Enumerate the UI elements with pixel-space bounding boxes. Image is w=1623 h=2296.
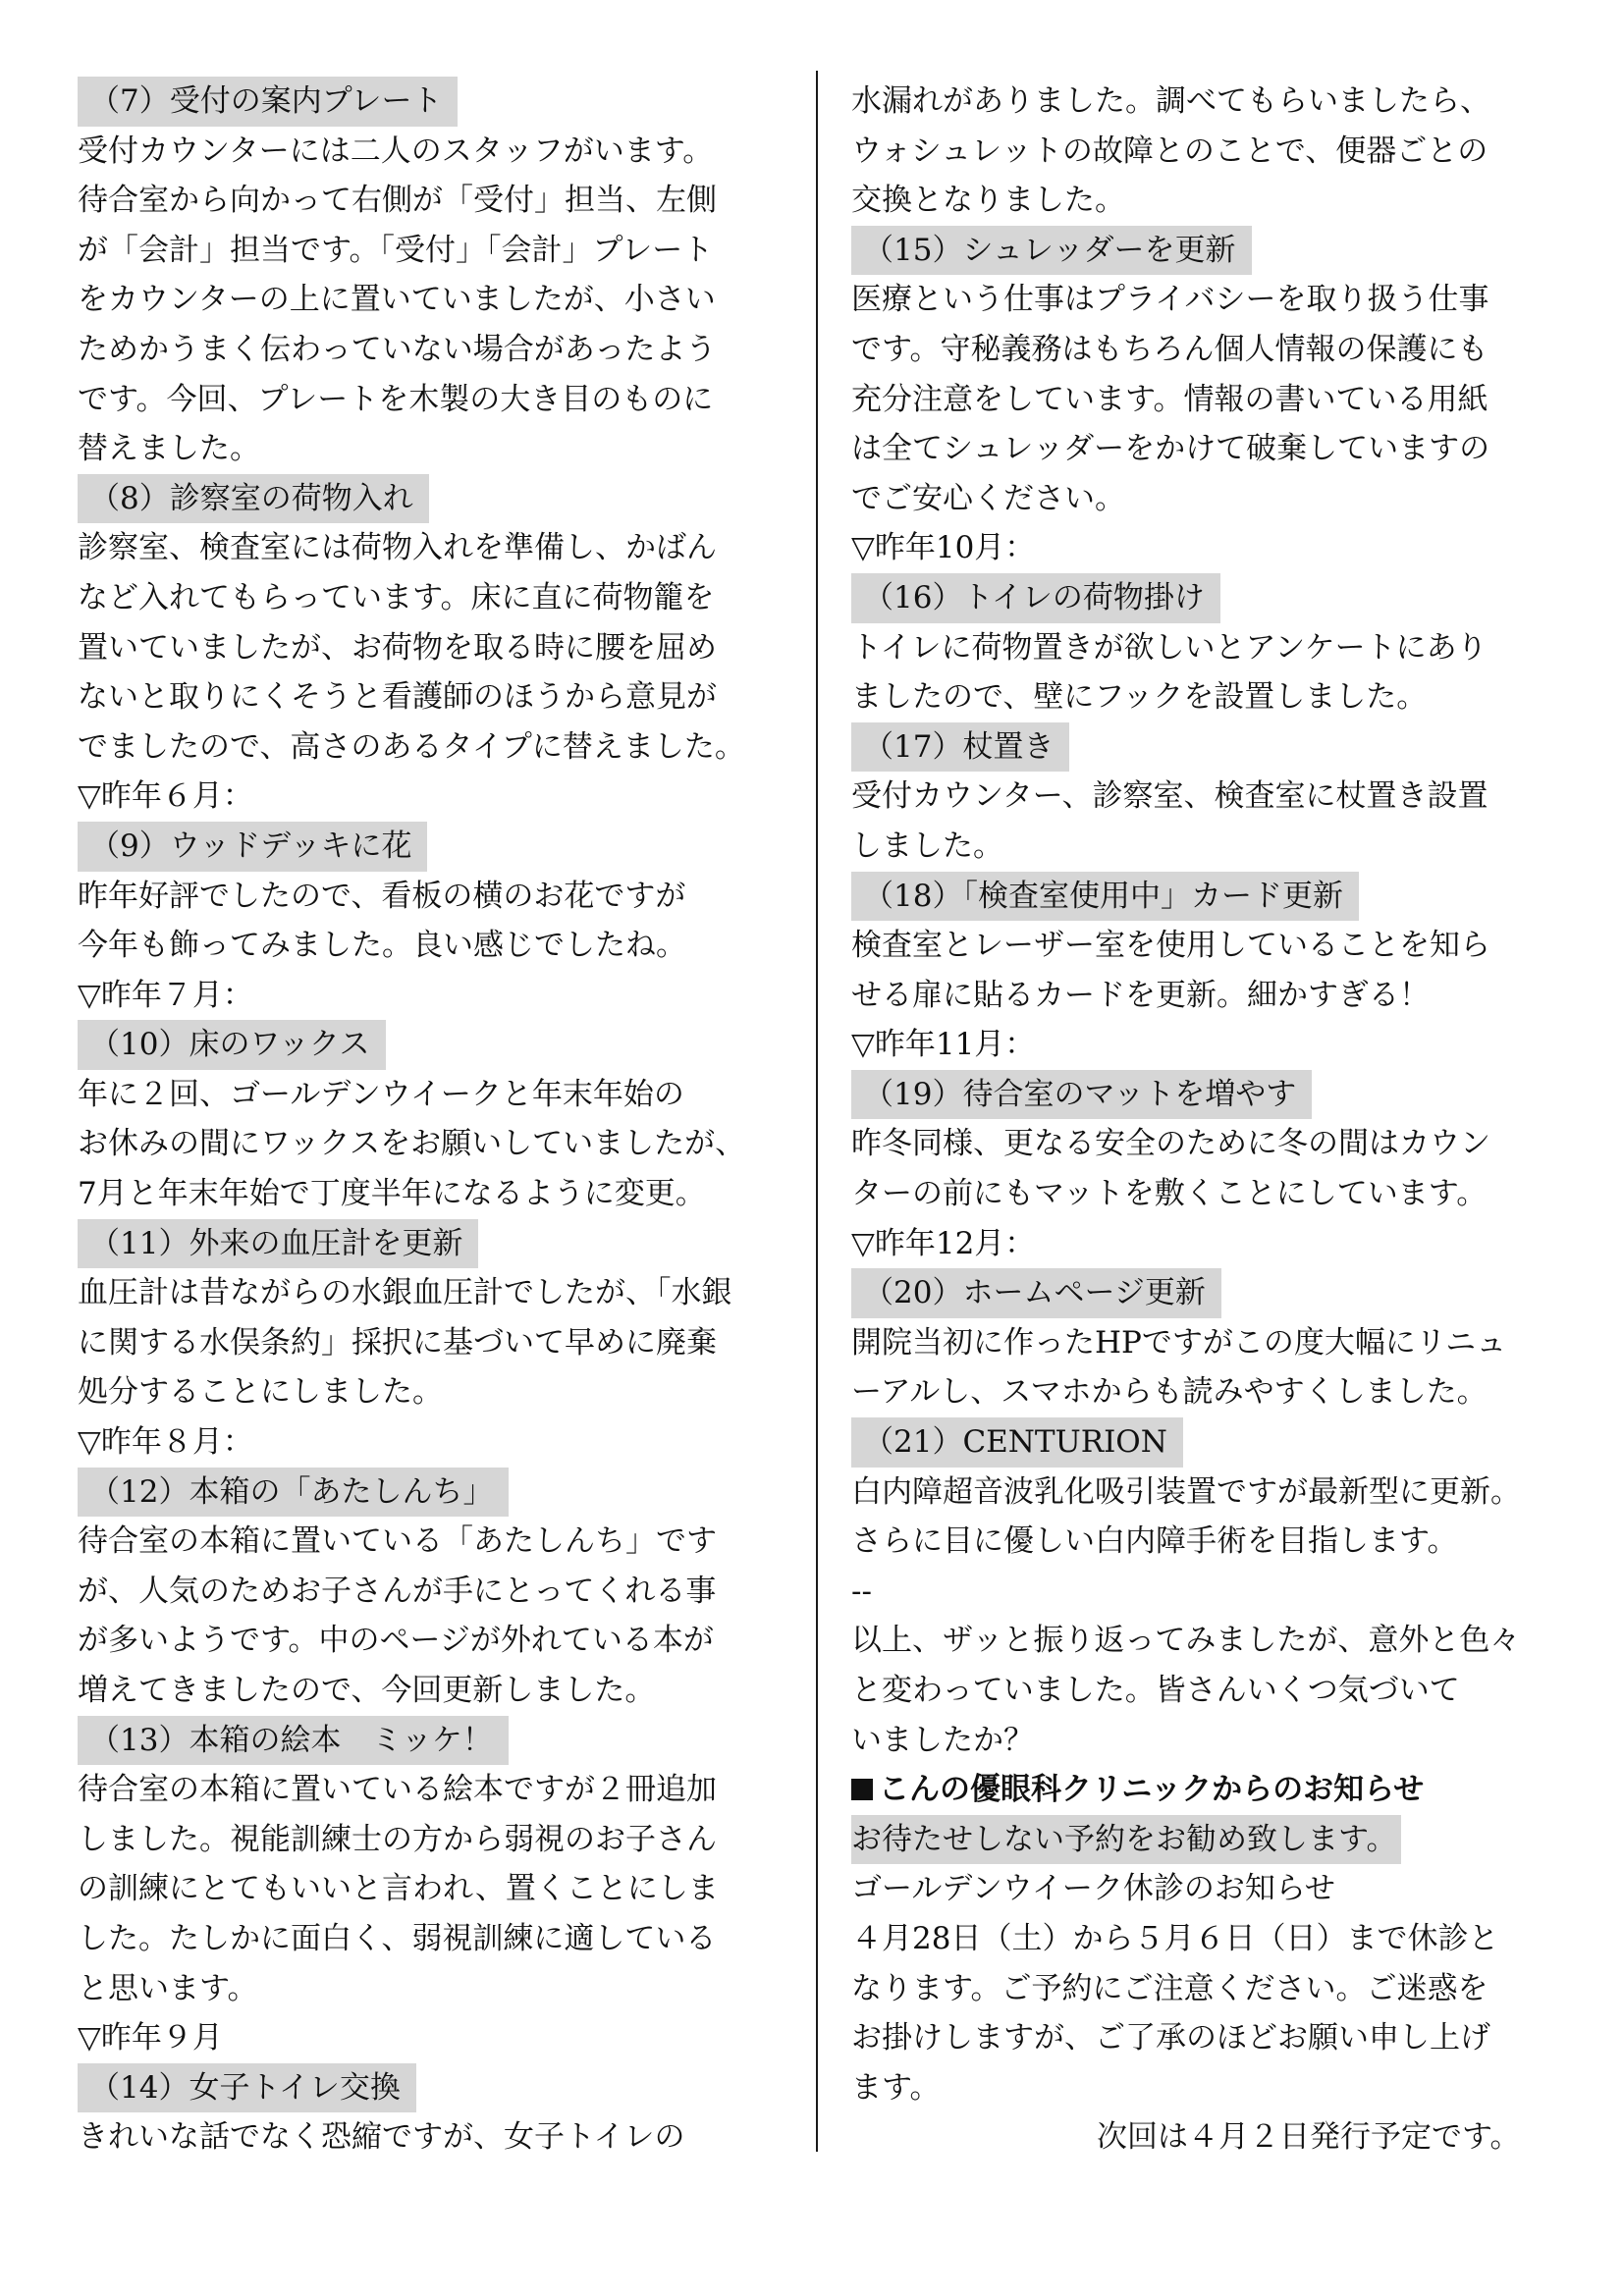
body-text-line: 待合室の本箱に置いている「あたしんち」です bbox=[78, 1523, 717, 1560]
body-text-line: の訓練にとてもいいと言われ、置くことにしま bbox=[78, 1871, 719, 1907]
body-text-line: は全てシュレッダーをかけて破棄していますの bbox=[851, 431, 1490, 467]
body-text-line: でましたので、高さのあるタイプに替えました。 bbox=[78, 728, 745, 765]
body-text-line: 待合室から向かって右側が「受付」担当、左側 bbox=[78, 183, 717, 219]
body-text-line: 交換となりました。 bbox=[851, 183, 1125, 219]
section-heading bbox=[78, 1219, 799, 1269]
section-heading bbox=[78, 1716, 799, 1766]
body-text-line: お休みの間にワックスをお願いしていましたが、 bbox=[78, 1126, 746, 1162]
body-text-line: ▽昨年９月 bbox=[78, 2020, 223, 2056]
section-heading bbox=[851, 1070, 1583, 1120]
section-heading-text: （8）診察室の荷物入れ bbox=[78, 474, 429, 524]
body-text-line: ▽昨年10月： bbox=[851, 530, 1036, 566]
body-text-line: 開院当初に作ったHPですがこの度大幅にリニュ bbox=[851, 1324, 1507, 1361]
notice-heading-text: こんの優眼科クリニックからのお知らせ bbox=[879, 1772, 1425, 1808]
body-text-line: 受付カウンターには二人のスタッフがいます。 bbox=[78, 133, 714, 169]
body-text-line: でご安心ください。 bbox=[851, 480, 1125, 516]
body-text-line: しました。視能訓練士の方から弱視のお子さん bbox=[78, 1821, 717, 1857]
section-heading bbox=[78, 822, 799, 872]
body-text-line: -- bbox=[851, 1573, 872, 1609]
body-text-line: ウォシュレットの故障とのことで、便器ごとの bbox=[851, 133, 1488, 169]
section-heading bbox=[78, 1020, 799, 1070]
body-text-line: さらに目に優しい白内障手術を目指します。 bbox=[851, 1523, 1458, 1560]
body-text-line: 以上、ザッと振り返ってみましたが、意外と色々 bbox=[851, 1623, 1521, 1659]
section-heading-text: （9）ウッドデッキに花 bbox=[78, 822, 427, 872]
section-heading-text: （11）外来の血圧計を更新 bbox=[78, 1219, 478, 1269]
body-text-line: ゴールデンウイーク休診のお知らせ bbox=[851, 1871, 1335, 1907]
body-text-line: ます。 bbox=[851, 2069, 941, 2106]
body-text-line: 白内障超音波乳化吸引装置ですが最新型に更新。 bbox=[851, 1473, 1521, 1510]
section-heading-text: （12）本箱の「あたしんち」 bbox=[78, 1468, 509, 1518]
section-heading-text: （15）シュレッダーを更新 bbox=[851, 226, 1252, 276]
body-text-line: 替えました。 bbox=[78, 431, 260, 467]
body-text-line: と思います。 bbox=[78, 1970, 258, 2006]
body-text-line: 水漏れがありました。調べてもらいましたら、 bbox=[851, 83, 1490, 119]
body-text-line: 診察室、検査室には荷物入れを準備し、かばん bbox=[78, 530, 717, 566]
body-text-line: せる扉に貼るカードを更新。細かすぎる！ bbox=[851, 977, 1430, 1013]
section-heading bbox=[851, 872, 1583, 922]
body-text-line: 昨年好評でしたので、看板の横のお花ですが bbox=[78, 878, 686, 914]
body-text-line: 医療という仕事はプライバシーを取り扱う仕事 bbox=[851, 282, 1489, 318]
body-text-line: ４月28日（土）から５月６日（日）まで休診と bbox=[851, 1920, 1499, 1956]
body-text-line: 7月と年末年始で丁度半年になるように変更。 bbox=[78, 1176, 706, 1212]
body-text-line: しました。 bbox=[851, 828, 1003, 864]
section-heading bbox=[851, 722, 1583, 773]
notice-heading bbox=[851, 1765, 1583, 1815]
body-text-line: ーアルし、スマホからも読みやすくしました。 bbox=[851, 1374, 1488, 1411]
section-heading-text: （10）床のワックス bbox=[78, 1020, 386, 1070]
body-text-line: ▽昨年７月： bbox=[78, 977, 253, 1013]
body-text-line: トイレに荷物置きが欲しいとアンケートにあり bbox=[851, 629, 1488, 666]
body-text-line: と変わっていました。皆さんいくつ気づいて bbox=[851, 1673, 1460, 1708]
body-text-line: ▽昨年12月： bbox=[851, 1225, 1036, 1261]
section-heading-text: （18）「検査室使用中」カード更新 bbox=[851, 872, 1359, 922]
body-text-line: 血圧計は昔ながらの水銀血圧計でしたが、「水銀 bbox=[78, 1275, 732, 1311]
body-text-line: ▽昨年６月： bbox=[78, 778, 253, 815]
section-heading bbox=[851, 1417, 1583, 1468]
body-text-line: をカウンターの上に置いていましたが、小さい bbox=[78, 282, 716, 318]
body-text-line: きれいな話でなく恐縮ですが、女子トイレの bbox=[78, 2119, 685, 2156]
body-text-line: ▽昨年８月： bbox=[78, 1424, 253, 1461]
section-heading bbox=[78, 2063, 799, 2113]
body-text-line: ましたので、壁にフックを設置しました。 bbox=[851, 679, 1428, 716]
body-text-line: お掛けしますが、ご了承のほどお願い申し上げ bbox=[851, 2020, 1490, 2056]
body-text-line: が多いようです。中のページが外れている本が bbox=[78, 1623, 714, 1659]
body-text-line: ないと取りにくそうと看護師のほうから意見が bbox=[78, 679, 717, 716]
column-divider bbox=[816, 71, 818, 2152]
body-text-line: ターの前にもマットを敷くことにしています。 bbox=[851, 1176, 1488, 1212]
section-heading bbox=[78, 77, 799, 127]
section-heading-text: （20）ホームページ更新 bbox=[851, 1268, 1221, 1318]
body-text-line: が、人気のためお子さんが手にとってくれる事 bbox=[78, 1573, 717, 1609]
body-text-line: に関する水俣条約」採択に基づいて早めに廃棄 bbox=[78, 1324, 717, 1361]
section-heading-text: （13）本箱の絵本 ミッケ！ bbox=[78, 1716, 509, 1766]
body-text-line: 増えてきましたので、今回更新しました。 bbox=[78, 1673, 656, 1708]
highlighted-notice-text: お待たせしない予約をお勧め致します。 bbox=[851, 1815, 1401, 1865]
body-text-line: 今年も飾ってみました。良い感じでしたね。 bbox=[78, 928, 686, 964]
body-text-line: 置いていましたが、お荷物を取る時に腰を屈め bbox=[78, 629, 717, 666]
section-heading-text: （21）CENTURION bbox=[851, 1417, 1183, 1468]
left-column bbox=[78, 77, 799, 2163]
body-text-line: ▽昨年11月： bbox=[851, 1027, 1036, 1063]
section-heading bbox=[851, 226, 1583, 276]
body-text-line: 待合室の本箱に置いている絵本ですが２冊追加 bbox=[78, 1772, 717, 1808]
next-issue-note: 次回は４月２日発行予定です。 bbox=[1097, 2119, 1521, 2156]
section-heading-text: （16）トイレの荷物掛け bbox=[851, 573, 1220, 623]
body-text-line: 検査室とレーザー室を使用していることを知ら bbox=[851, 928, 1490, 964]
section-heading-text: （17）杖置き bbox=[851, 722, 1069, 773]
body-text-line: です。今回、プレートを木製の大き目のものに bbox=[78, 381, 714, 417]
square-bullet-icon bbox=[851, 1779, 873, 1800]
section-heading-text: （19）待合室のマットを増やす bbox=[851, 1070, 1312, 1120]
body-text-line: なります。ご予約にご注意ください。ご迷惑を bbox=[851, 1970, 1488, 2006]
body-text-line: 昨冬同様、更なる安全のために冬の間はカウン bbox=[851, 1126, 1490, 1162]
section-heading bbox=[78, 474, 799, 524]
body-text-line: した。たしかに面白く、弱視訓練に適している bbox=[78, 1920, 717, 1956]
right-column bbox=[851, 77, 1583, 2163]
section-heading-text: （14）女子トイレ交換 bbox=[78, 2063, 416, 2113]
body-text-line: など入れてもらっています。床に直に荷物籠を bbox=[78, 579, 715, 615]
section-heading-text: （7）受付の案内プレート bbox=[78, 77, 458, 127]
highlighted-notice bbox=[851, 1815, 1583, 1865]
body-text-line: が「会計」担当です。「受付」「会計」プレート bbox=[78, 232, 714, 268]
body-text-line: 受付カウンター、診察室、検査室に杖置き設置 bbox=[851, 778, 1488, 815]
body-text-line: 処分することにしました。 bbox=[78, 1374, 443, 1411]
section-heading bbox=[78, 1468, 799, 1518]
body-text-line: ためかうまく伝わっていない場合があったよう bbox=[78, 331, 717, 367]
section-heading bbox=[851, 1268, 1583, 1318]
section-heading bbox=[851, 573, 1583, 623]
body-text-line: いましたか？ bbox=[851, 1722, 1034, 1758]
body-text-line: です。守秘義務はもちろん個人情報の保護にも bbox=[851, 331, 1488, 367]
body-text-line: 年に２回、ゴールデンウイークと年末年始の bbox=[78, 1076, 684, 1112]
body-text-line: 充分注意をしています。情報の書いている用紙 bbox=[851, 381, 1488, 417]
